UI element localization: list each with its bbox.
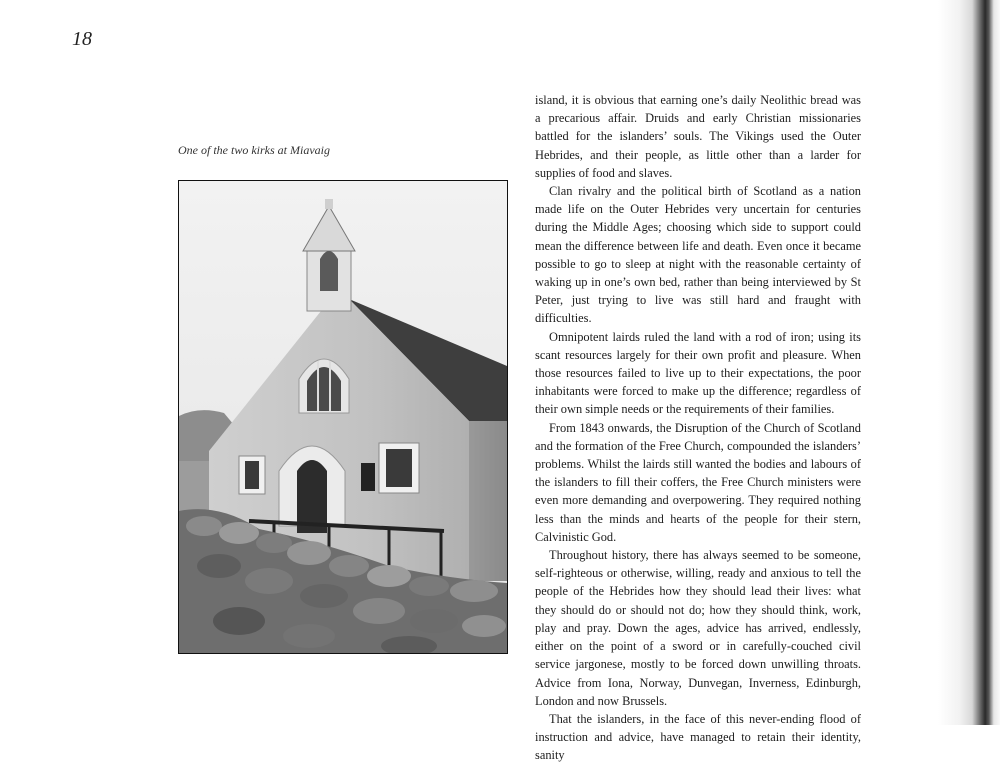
paragraph: That the islanders, in the face of this never-ending flood of instruction and advice, have managed to retain their identity, sanity <box>535 711 861 763</box>
paragraph: island, it is obvious that earning one’s daily Neolithic bread was a precarious affair. Druids and early Christian missionaries battled for the islanders’ souls. The Vikings used the Outer Hebrides, and their people, as little other than a larder for supplies of food and slaves. <box>535 93 861 180</box>
church-photo <box>178 180 508 654</box>
paragraph: From 1843 onwards, the Disruption of the Church of Scotland and the formation of the Free Church, compounded the islanders’ problems. Whilst the lairds still wanted the bodies and labours of the islanders to fill their coffers, the Free Church ministers were even more demanding and overpowering. They required nothing less than the minds and hearts of the people for their stern, Calvinistic God. <box>535 420 861 544</box>
paragraph: Clan rivalry and the political birth of Scotland as a nation made life on the Outer Hebrides very uncertain for centuries during the Middle Ages; choosing which side to support could mean the difference between life and death. Even once it became possible to go to sleep at night with the reasonable certainty of waking up in one’s own bed, rather than being interviewed by St Peter, just trying to live was still hard and fraught with difficulties. <box>535 184 861 326</box>
body-text <box>535 91 861 765</box>
page-number: 18 <box>72 28 92 50</box>
church-photo-image <box>179 181 507 653</box>
photo-caption: One of the two kirks at Miavaig <box>178 143 330 157</box>
paragraph: Omnipotent lairds ruled the land with a rod of iron; using its scant resources largely for their own profit and pleasure. When those resources failed to live up to their expectations, the poor inhabitants were forced to make up the difference; regardless of their own simple needs or the requirements of their families. <box>535 329 861 417</box>
paragraph: Throughout history, there has always seemed to be someone, self-righteous or otherwise, willing, ready and anxious to tell the people of the Hebrides how they should lead their lives: what they should do or should not do; how they should think, work, play and pray. Down the ages, advice has arrived, endlessly, either on the point of a sword or in carefully-couched civil service jargonese, mostly to be forced down unwilling throats. Advice from Iona, Norway, Dunvegan, Inverness, Edinburgh, London and now Brussels. <box>535 548 861 708</box>
book-gutter <box>938 0 1000 725</box>
